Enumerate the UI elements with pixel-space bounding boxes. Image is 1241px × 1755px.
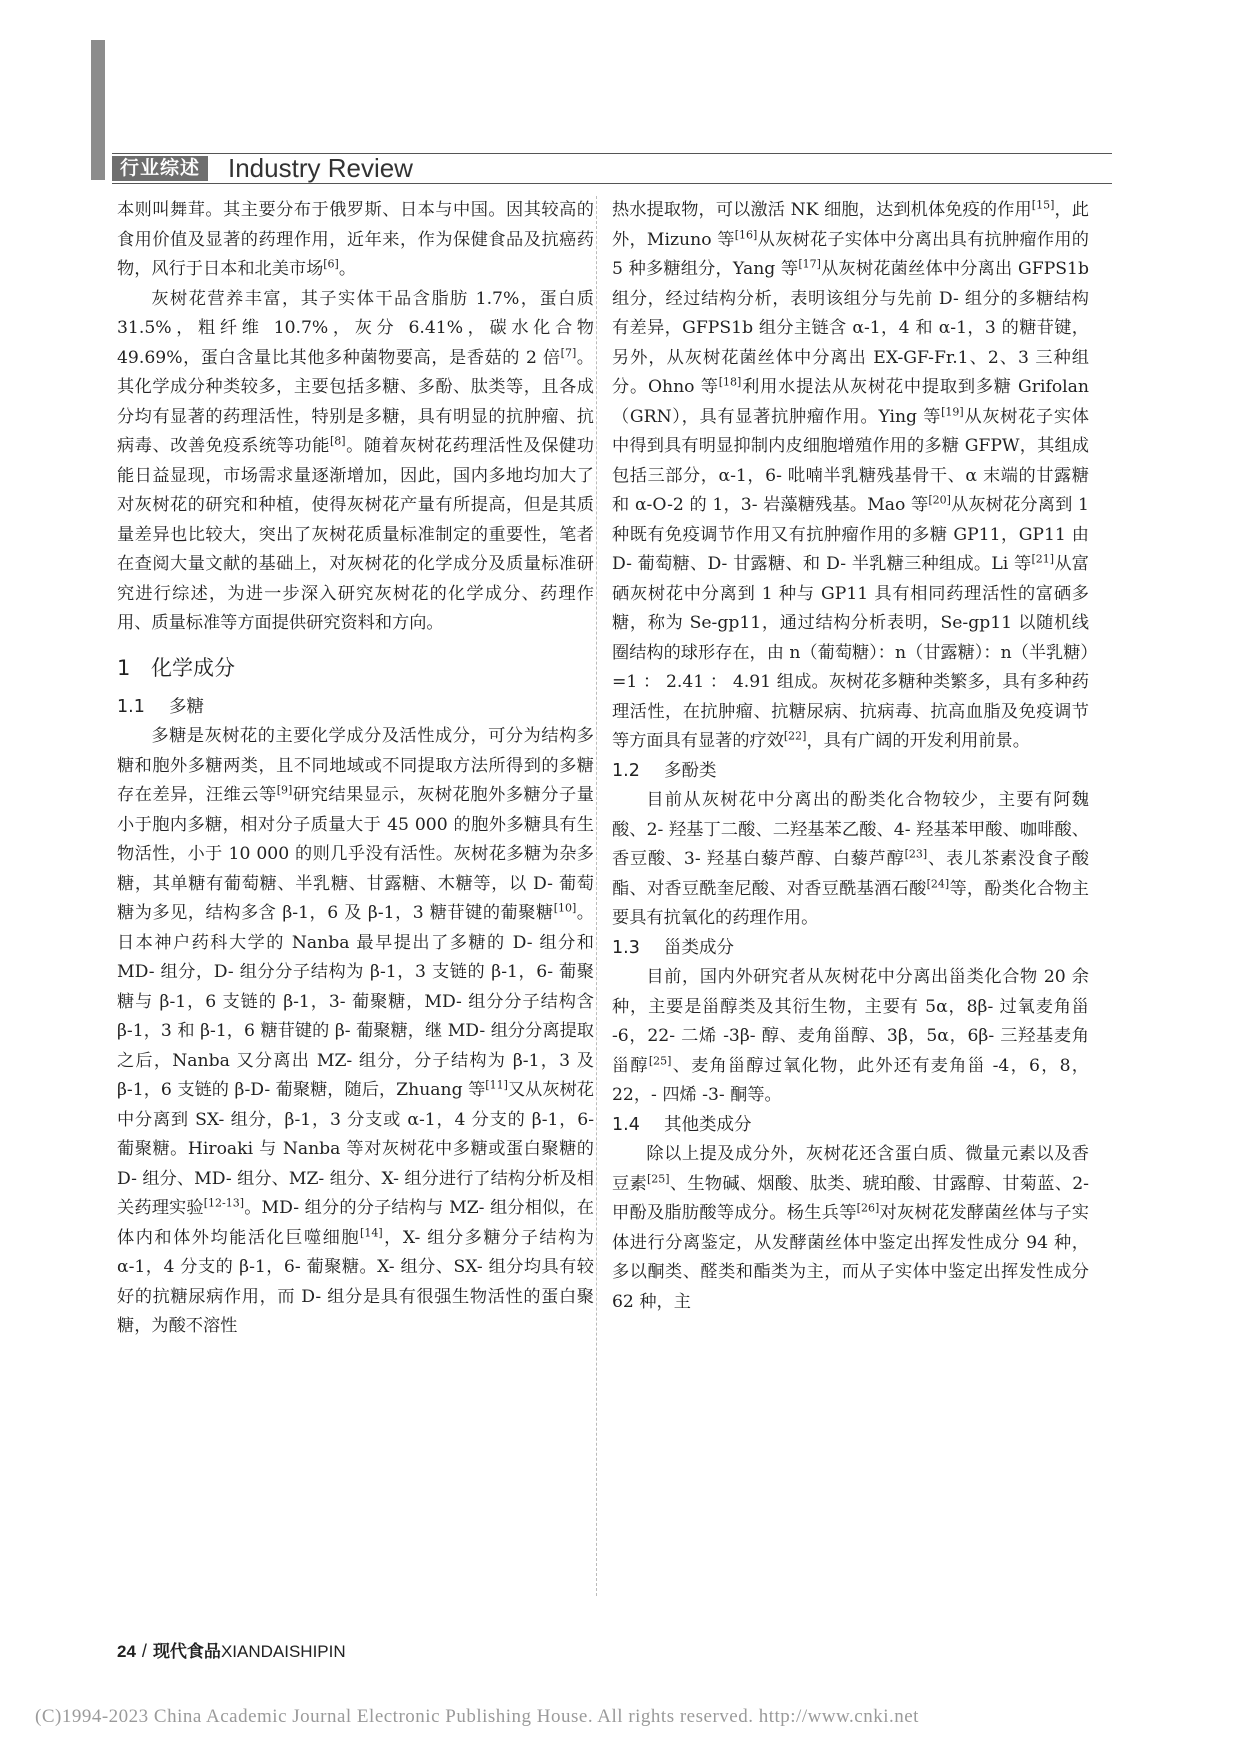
footer-slash: / [141, 1641, 147, 1661]
paragraph: 除以上提及成分外，灰树花还含蛋白质、微量元素以及香豆素[25]、生物碱、烟酸、肽类、琥珀酸、甘露醇、甘菊蓝、2- 甲酚及脂肪酸等成分。杨生兵等[26]对灰树花发酵菌丝体与子实体进行分离鉴定，从发酵菌丝体中鉴定出挥发性成分 94 种，多以酮类、醛类和酯类为主，而从子实体中鉴定出挥发性成分 62 种，主 [612, 1144, 1089, 1312]
journal-name-en: XIANDAISHIPIN [220, 1642, 346, 1661]
page-number: 24 [117, 1642, 136, 1661]
paragraph: 热水提取物，可以激活 NK 细胞，达到机体免疫的作用[15]，此外，Mizuno 等[16]从灰树花子实体中分离出具有抗肿瘤作用的 5 种多糖组分，Yang 等[17]从灰树花菌丝体中分离出 GFPS1b 组分，经过结构分析，表明该组分与先前 D- 组分的多糖结构有差异，GFPS1b 组分主链含 α-1，4 和 α-1，3 的糖苷键，另外，从灰树花菌丝体中分离出 EX-GF-Fr.1、2、3 三种组分。Ohno 等[18]利用水提法从灰树花中提取到多糖 Grifolan（GRN），具有显著抗肿瘤作用。Ying 等[19]从灰树花子实体中得到具有明显抑制内皮细胞增殖作用的多糖 GFPW，其组成包括三部分，α-1，6- 吡喃半乳糖残基骨干、α 末端的甘露糖和 α-O-2 的 1，3- 岩藻糖残基。Mao 等[20]从灰树花分离到 1 种既有免疫调节作用又有抗肿瘤作用的多糖 GP11，GP11 由 D- 葡萄糖、D- 甘露糖、和 D- 半乳糖三种组成。Li 等[21]从富硒灰树花中分离到 1 种与 GP11 具有相同药理活性的富硒多糖，称为 Se-gp11，通过结构分析表明，Se-gp11 以随机线圈结构的球形存在，由 n（葡萄糖）：n（甘露糖）：n（半乳糖）=1 ： 2.41 ： 4.91 组成。灰树花多糖种类繁多，具有多种药理活性，在抗肿瘤、抗糖尿病、抗病毒、抗高血脂及免疫调节等方面具有显著的疗效[22]，具有广阔的开发利用前景。 [612, 198, 1089, 751]
page-footer [117, 1637, 346, 1662]
subsection-heading: 1.4 其他类成分 [612, 1114, 752, 1135]
paragraph: 本则叫舞茸。其主要分布于俄罗斯、日本与中国。因其较高的食用价值及显著的药理作用，近年来，作为保健食品及抗癌药物，风行于日本和北美市场[6]。 [117, 200, 594, 279]
paragraph: 多糖是灰树花的主要化学成分及活性成分，可分为结构多糖和胞外多糖两类，且不同地域或不同提取方法所得到的多糖存在差异，汪维云等[9]研究结果显示，灰树花胞外多糖分子量小于胞内多糖，相对分子质量大于 45 000 的胞外多糖具有生物活性，小于 10 000 的则几乎没有活性。灰树花多糖为杂多糖，其单糖有葡萄糖、半乳糖、甘露糖、木糖等，以 D- 葡萄糖为多见，结构多含 β-1，6 及 β-1，3 糖苷键的葡聚糖[10]。日本神户药科大学的 Nanba 最早提出了多糖的 D- 组分和 MD- 组分，D- 组分分子结构为 β-1，3 支链的 β-1，6- 葡聚糖与 β-1，6 支链的 β-1，3- 葡聚糖，MD- 组分分子结构含 β-1，3 和 β-1，6 糖苷键的 β- 葡聚糖，继 MD- 组分分离提取之后，Nanba 又分离出 MZ- 组分，分子结构为 β-1，3 及 β-1，6 支链的 β-D- 葡聚糖，随后，Zhuang 等[11]又从灰树花中分离到 SX- 组分，β-1，3 分支或 α-1，4 分支的 β-1，6- 葡聚糖。Hiroaki 与 Nanba 等对灰树花中多糖或蛋白聚糖的 D- 组分、MD- 组分、MZ- 组分、X- 组分进行了结构分析及相关药理实验[12-13]。MD- 组分的分子结构与 MZ- 组分相似，在体内和体外均能活化巨噬细胞[14]，X- 组分多糖分子结构为 α-1，4 分支的 β-1，6- 葡聚糖。X- 组分、SX- 组分均具有较好的抗糖尿病作用，而 D- 组分是具有很强生物活性的蛋白聚糖，为酸不溶性 [117, 726, 594, 1336]
subsection-heading: 1.1 多糖 [117, 696, 204, 717]
subsection-heading: 1.2 多酚类 [612, 760, 717, 781]
header-rule-bottom [112, 183, 1112, 184]
section-heading: 1 化学成分 [117, 655, 235, 680]
paragraph: 目前，国内外研究者从灰树花中分离出甾类化合物 20 余种，主要是甾醇类及其衍生物，主要有 5α，8β- 过氧麦角甾 -6，22- 二烯 -3β- 醇、麦角甾醇、3β，5α，6β- 三羟基麦角甾醇[25]、麦角甾醇过氧化物，此外还有麦角甾 -4，6，8，22，- 四烯 -3- 酮等。 [612, 967, 1089, 1105]
right-column [612, 196, 1089, 1317]
section-tag: 行业综述 [112, 156, 208, 181]
copyright-notice: (C)1994-2023 China Academic Journal Electronic Publishing House. All rights reserved. http://www.cnki.net [35, 1706, 919, 1727]
paragraph: 目前从灰树花中分离出的酚类化合物较少，主要有阿魏酸、2- 羟基丁二酸、二羟基苯乙酸、4- 羟基苯甲酸、咖啡酸、香豆酸、3- 羟基白藜芦醇、白藜芦醇[23]、表儿茶素没食子酸酯、对香豆酰奎尼酸、对香豆酰基酒石酸[24]等，酚类化合物主要具有抗氧化的药理作用。 [612, 790, 1089, 928]
paragraph: 灰树花营养丰富，其子实体干品含脂肪 1.7%，蛋白质 31.5%，粗纤维 10.7%，灰分 6.41%，碳水化合物 49.69%，蛋白含量比其他多种菌物要高，是香菇的 2 倍[7]。其化学成分种类较多，主要包括多糖、多酚、肽类等，且各成分均有显著的药理活性，特别是多糖，具有明显的抗肿瘤、抗病毒、改善免疫系统等功能[8]。随着灰树花药理活性及保健功能日益显现，市场需求量逐渐增加，因此，国内多地均加大了对灰树花的研究和种植，使得灰树花产量有所提高，但是其质量差异也比较大，突出了灰树花质量标准制定的重要性，笔者在查阅大量文献的基础上，对灰树花的化学成分及质量标准研究进行综述，为进一步深入研究灰树花的化学成分、药理作用、质量标准等方面提供研究资料和方向。 [117, 288, 594, 633]
journal-name-cn: 现代食品 [152, 1642, 221, 1661]
column-divider [596, 196, 597, 1596]
left-column [117, 196, 594, 1342]
subsection-heading: 1.3 甾类成分 [612, 937, 734, 958]
section-title-en: Industry Review [228, 153, 413, 183]
decorative-side-bar [91, 40, 105, 180]
